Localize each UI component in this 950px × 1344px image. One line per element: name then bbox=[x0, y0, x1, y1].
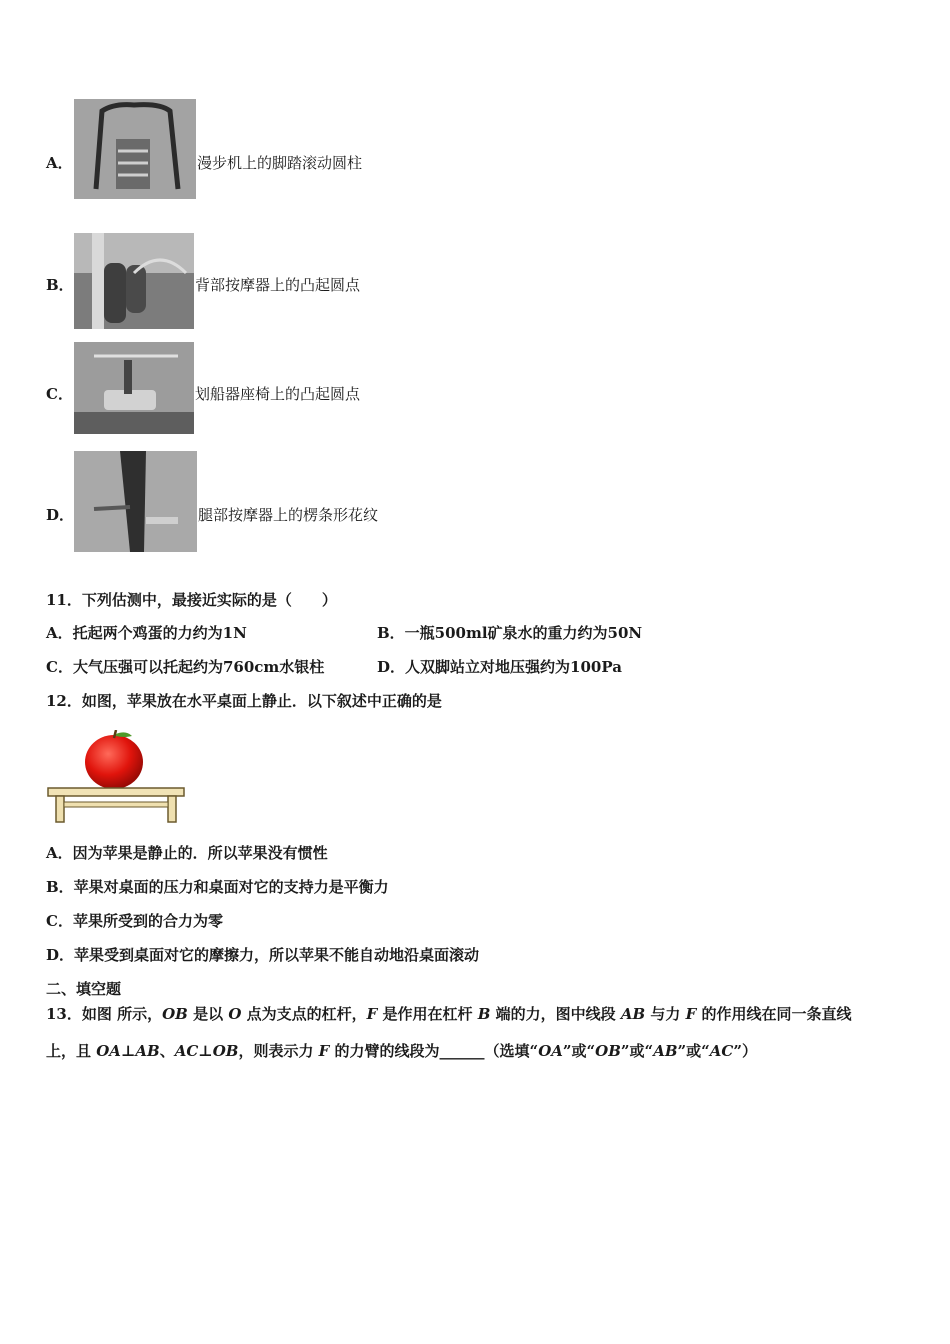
rowing-machine-drawing bbox=[74, 342, 194, 434]
back-massager-drawing bbox=[74, 233, 194, 329]
option-c-text: 划船器座椅上的凸起圆点 bbox=[195, 385, 361, 403]
q11-option-d: D．人双脚站立对地压强约为100Pa bbox=[377, 658, 622, 676]
apple-on-table-figure bbox=[46, 730, 186, 824]
back-massager-photo bbox=[74, 233, 194, 329]
q12-option-c: C．苹果所受到的合力为零 bbox=[46, 912, 223, 930]
q12-option-d: D．苹果受到桌面对它的摩擦力，所以苹果不能自动地沿桌面滚动 bbox=[46, 946, 480, 964]
option-d-text: 腿部按摩器上的楞条形花纹 bbox=[198, 506, 379, 524]
leg-massager-drawing bbox=[74, 451, 197, 552]
q13-line1: 13．如图 所示，OB 是以 O 点为支点的杠杆，F 是作用在杠杆 B 端的力，图中线段 AB 与力 F 的作用线在同一条直线 bbox=[46, 1005, 852, 1023]
option-b-text: 背部按摩器上的凸起圆点 bbox=[195, 276, 361, 294]
q11-option-c: C．大气压强可以托起约为760cm水银柱 bbox=[46, 658, 325, 676]
option-d-letter: D． bbox=[46, 506, 75, 524]
q12-option-b: B．苹果对桌面的压力和桌面对它的支持力是平衡力 bbox=[46, 878, 389, 896]
option-b-letter: B． bbox=[46, 276, 74, 294]
walking-machine-drawing bbox=[74, 99, 196, 199]
q11-stem: 11．下列估测中，最接近实际的是（ ） bbox=[46, 591, 337, 609]
q13-line2: 上，且 OA⊥AB、AC⊥OB，则表示力 F 的力臂的线段为______（选填“OA”或“OB”或“AB”或“AC”） bbox=[46, 1042, 757, 1060]
rowing-machine-photo bbox=[74, 342, 194, 434]
option-c-letter: C． bbox=[46, 385, 73, 403]
leg-massager-photo bbox=[74, 451, 197, 552]
q12-stem: 12．如图，苹果放在水平桌面上静止．以下叙述中正确的是 bbox=[46, 692, 442, 710]
section-heading: 二、填空题 bbox=[46, 980, 122, 998]
option-a-text: 漫步机上的脚踏滚动圆柱 bbox=[197, 154, 363, 172]
q12-option-a: A．因为苹果是静止的．所以苹果没有惯性 bbox=[46, 844, 328, 862]
q11-option-b: B．一瓶500ml矿泉水的重力约为50N bbox=[377, 624, 643, 642]
walking-machine-photo bbox=[74, 99, 196, 199]
q11-option-a: A．托起两个鸡蛋的力约为1N bbox=[46, 624, 247, 642]
option-a-letter: A． bbox=[46, 154, 73, 172]
apple-on-table-drawing bbox=[46, 730, 186, 824]
